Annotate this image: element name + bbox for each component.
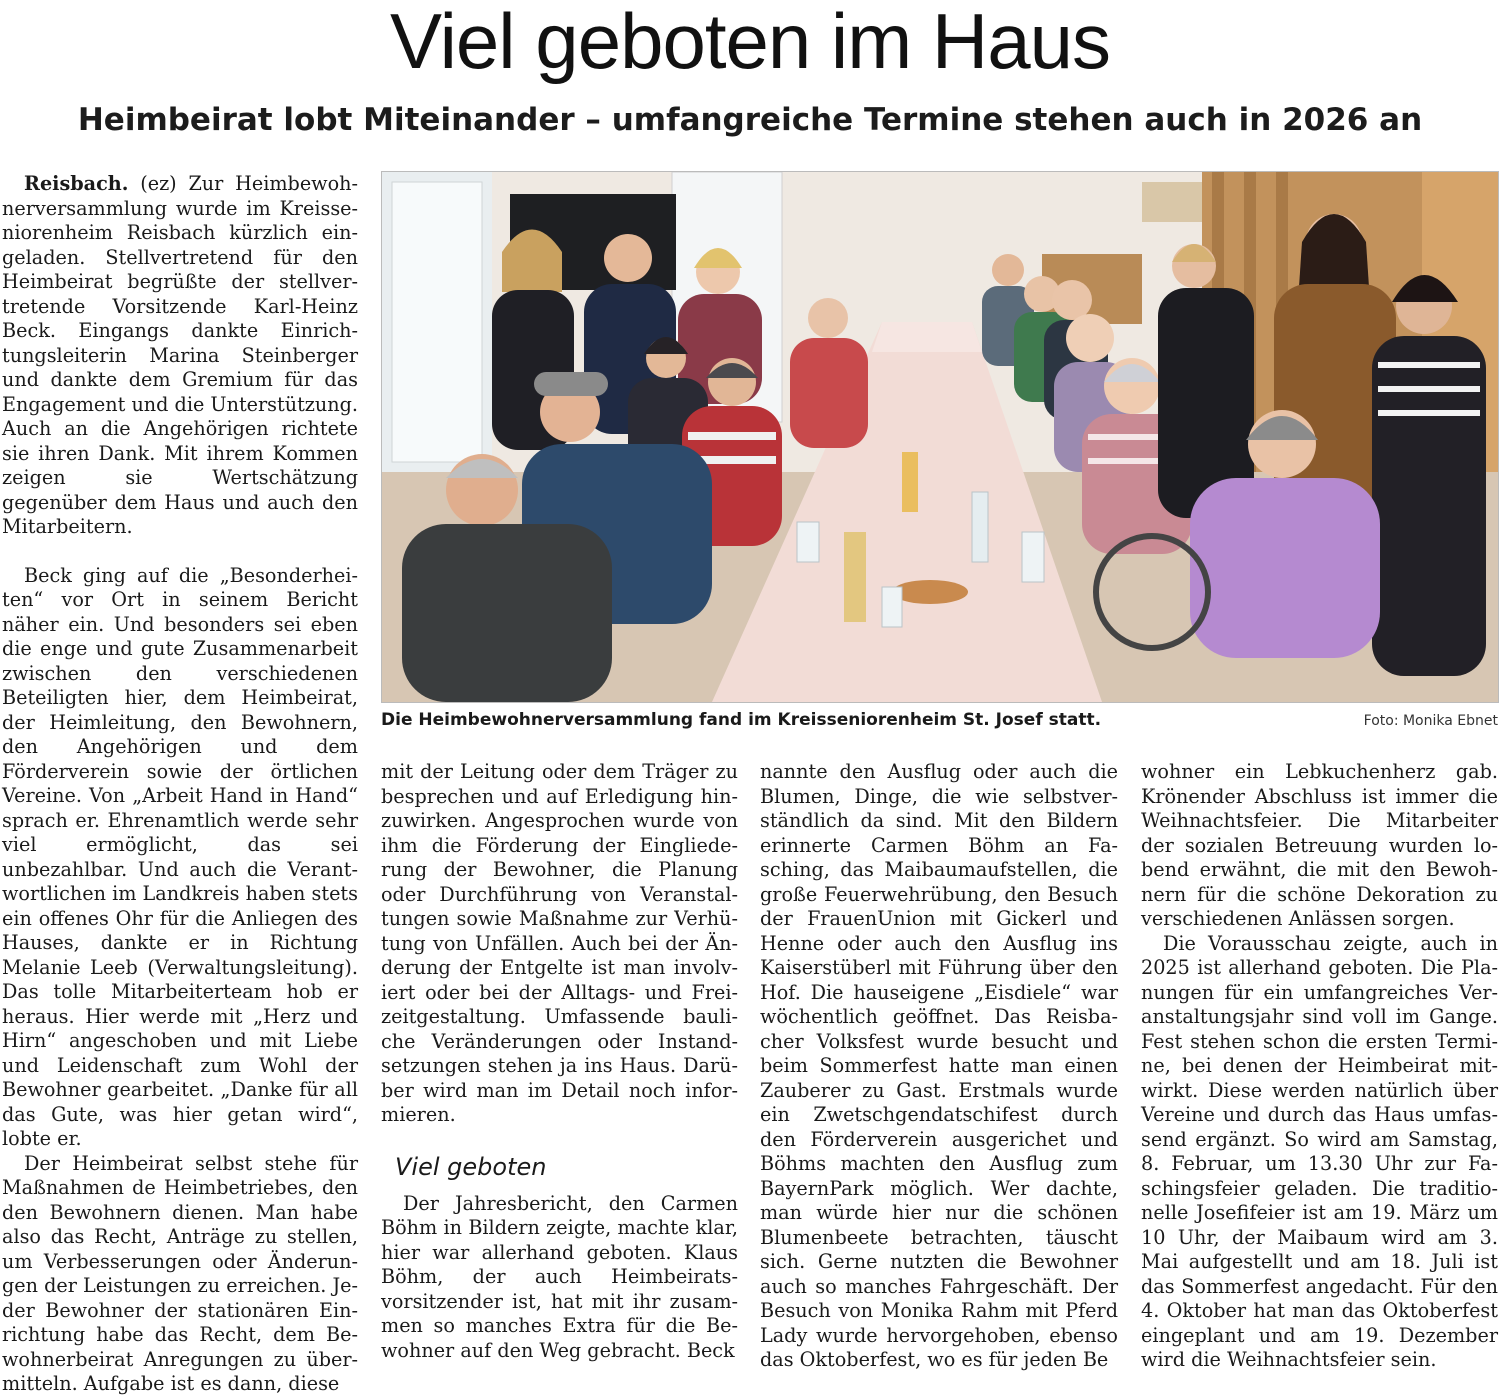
article-column-3 xyxy=(760,760,1118,1373)
paragraph-3: Der Heimbeirat selbst stehe für Maßnahmen de Heimbetriebes, den den Bewohnern dienen. Man habe also das Recht, Anträge zu stellen, um Verbesserungen oder Änderungen der Leistungen zu erreichen. Jeder Bewohner der stationären Einrichtung habe das Recht, dem Bewohnerbeirat Anregungen zu übermitteln. Aufgabe ist es dann, diese xyxy=(2,1151,358,1395)
paragraph-7: wohner ein Lebkuchenherz gab. Krönender Abschluss ist immer die Weihnachtsfeier. Die Mitarbeiter der sozialen Betreuung wurden lobend erwähnt, die mit den Bewohnern für die schöne Dekoration zu verschiedenen Anlässen sorgen. xyxy=(1141,760,1498,930)
article-column-4 xyxy=(1141,760,1498,1373)
article-column-2 xyxy=(381,760,738,1363)
headline: Viel geboten im Haus xyxy=(389,0,1110,85)
paragraph-1-text: (ez) Zur Heimbewohnerversammlung wurde im Kreisseniorenheim Reisbach kürzlich eingeladen. Stellvertretend für den Heimbeirat begrüßte der stellvertretende Vorsitzende Karl-Heinz Beck. Eingangs dankte Einrichtungsleiterin Marina Steinberger und dankte dem Gremium für das Engagement und die Unterstützung. Auch an die Angehörigen richtete sie ihren Dank. Mit ihrem Kommen zeigen sie Wertschätzung gegenüber dem Haus und auch den Mitarbeitern. xyxy=(2,172,359,538)
paragraph-5: Der Jahresbericht, den Carmen Böhm in Bildern zeigte, machte klar, hier war allerhand geboten. Klaus Böhm, der auch Heimbeiratsvorsitzender ist, hat mit ihr zusammen so manches Extra für die Bewohner auf den Weg gebracht. Beck xyxy=(381,1191,738,1362)
paragraph-4: mit der Leitung oder dem Träger zu besprechen und auf Erledigung hinzuwirken. Angesprochen wurde von ihm die Förderung der Eingliederung der Bewohner, die Planung oder Durchführung von Veranstaltungen sowie Maßnahme zur Verhütung von Unfällen. Auch bei der Änderung der Entgelte ist man involviert oder bei der Alltags- und Freizeitgestaltung. Umfassende bauliche Veränderungen oder Instandsetzungen stehen ja ins Haus. Darüber wird man im Detail noch informieren. xyxy=(381,760,738,1126)
article-column-1 xyxy=(2,172,358,1397)
paragraph-8: Die Vorausschau zeigte, auch in 2025 ist allerhand geboten. Die Planungen für ein umfangreiches Veranstaltungsjahr sind voll im Gange. Fest stehen schon die ersten Termine, bei denen der Heimbeirat mitwirkt. Diese werden natürlich über Vereine und durch das Haus umfassend ergänzt. So wird am Samstag, 8. Februar, um 13.30 Uhr zur Faschingsfeier geladen. Die traditionelle Josefifeier ist am 19. März um 10 Uhr, der Maibaum wird am 3. Mai aufgestellt und am 18. Juli ist das Sommerfest angedacht. Für den 4. Oktober hat man das Oktoberfest eingeplant und am 19. Dezember wird die Weihnachtsfeier sein. xyxy=(1141,931,1498,1371)
section-subtitle: Viel geboten xyxy=(395,1152,547,1181)
paragraph-2: Beck ging auf die „Besonderheiten“ vor Ort in seinem Bericht näher ein. Und besonders sei eben die enge und gute Zusammenarbeit zwischen den verschiedenen Beteiligten hier, dem Heimbeirat, der Heimleitung, den Bewohnern, den Angehörigen und dem Förderverein sowie der örtlichen Vereine. Von „Arbeit Hand in Hand“ sprach er. Ehrenamtlich werde sehr viel ermöglicht, das sei unbezahlbar. Und auch die Verantwortlichen im Landkreis haben stets ein offenes Ohr für die Anliegen des Hauses, dankte er in Richtung Melanie Leeb (Verwaltungsleitung). Das tolle Mitarbeiterteam hob er heraus. Hier werde mit „Herz und Hirn“ angeschoben und mit Liebe und Leidenschaft zum Wohl der Bewohner gearbeitet. „Danke für all das Gute, was hier getan wird“, lobte er. xyxy=(2,563,358,1150)
dateline: Reisbach. xyxy=(24,172,129,195)
group-photo xyxy=(381,171,1499,703)
photo-caption: Die Heimbewohnerversammlung fand im Kreisseniorenheim St. Josef statt. xyxy=(381,710,1102,730)
photo-credit: Foto: Monika Ebnet xyxy=(1363,713,1498,729)
subheadline: Heimbeirat lobt Miteinander – umfangreiche Termine stehen auch in 2026 an xyxy=(77,102,1423,138)
paragraph-6: nannte den Ausflug oder auch die Blumen, Dinge, die wie selbstverständlich da sind. Mit den Bildern erinnerte Carmen Böhm an Fasching, das Maibaumaufstellen, die große Feuerwehrübung, den Besuch der FrauenUnion mit Gickerl und Henne oder auch den Ausflug ins Kaiserstüberl mit Führung über den Hof. Die hauseigene „Eisdiele“ war wöchentlich geöffnet. Das Reisbacher Volksfest wurde besucht und beim Sommerfest hatte man einen Zauberer zu Gast. Erstmals wurde ein Zwetschgendatschifest durch den Förderverein ausgerichet und Böhms machten den Ausflug zum BayernPark möglich. Wer dachte, man würde hier nur die schönen Blumenbeete betrachten, täuscht sich. Gerne nutzten die Bewohner auch so manches Fahrgeschäft. Der Besuch von Monika Rahm mit Pferd Lady wurde hervorgehoben, ebenso das Oktoberfest, wo es für jeden Be xyxy=(760,760,1118,1371)
paragraph-intro xyxy=(2,172,358,540)
